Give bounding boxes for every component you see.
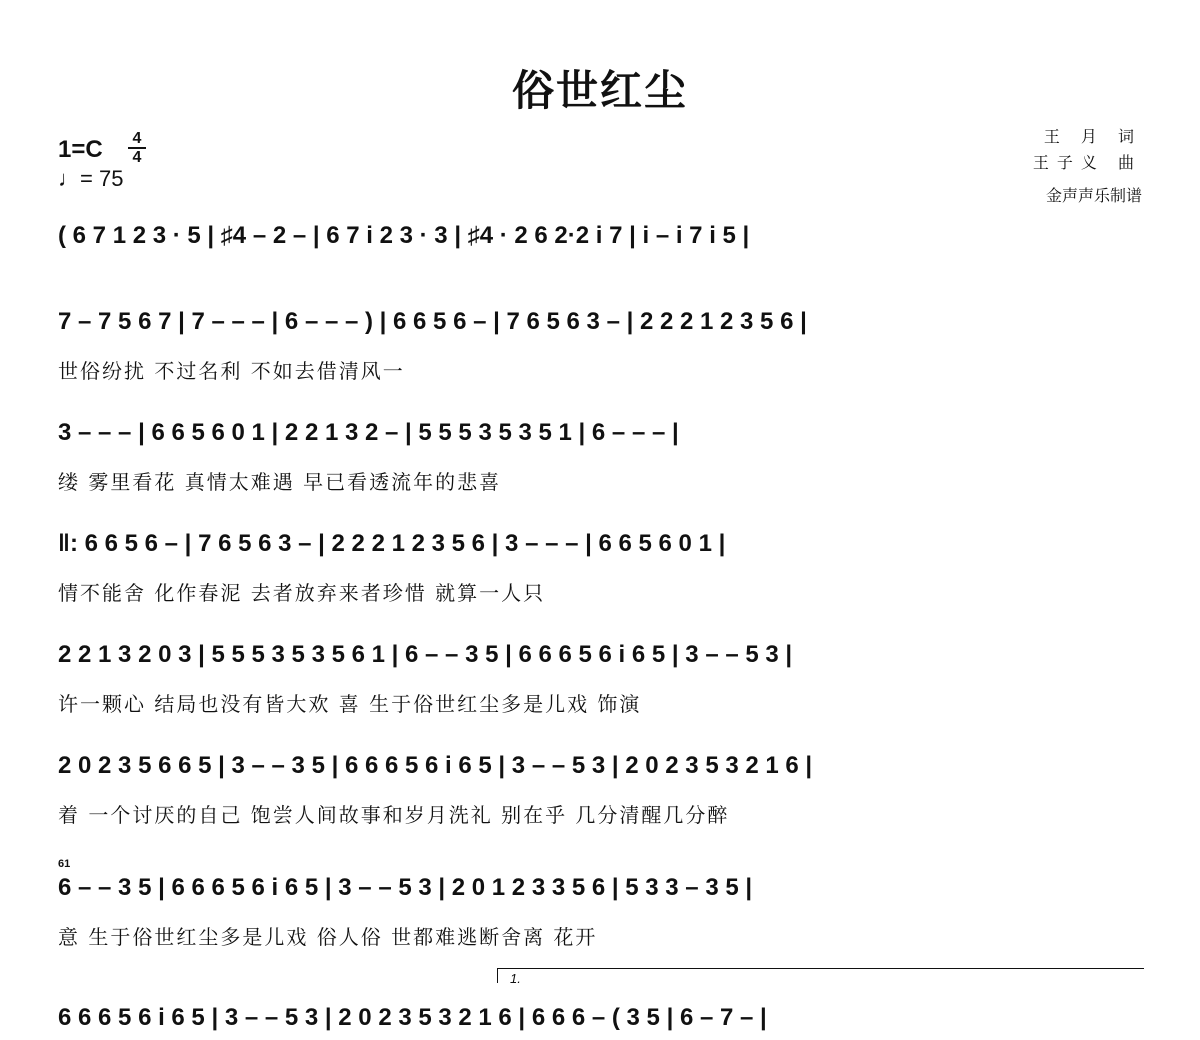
- lyrics-row: [58, 268, 1142, 298]
- notation-row: 2 2 1 3 2 0 3 | 5 5 5 3 5 3 5 6 1 | 6 – – 3 5 | 6 6 6 5 6 i 6 5 | 3 – – 5 3 |: [58, 641, 793, 668]
- notation-row: 7 – 7 5 6 7 | 7 – – – | 6 – – – ) | 6 6 5 6 – | 7 6 5 6 3 – | 2 2 2 1 2 3 5 6 |: [58, 308, 807, 335]
- time-signature-bottom: 4: [132, 149, 142, 166]
- notation-row: 2 0 2 3 5 6 6 5 | 3 – – 3 5 | 6 6 6 5 6 i 6 5 | 3 – – 5 3 | 2 0 2 3 5 3 2 1 6 |: [58, 752, 813, 779]
- lyrics-row: 许一颗心 结局也没有皆大欢 喜 生于俗世红尘多是儿戏 饰演: [58, 691, 642, 716]
- time-signature-top: 4: [132, 130, 142, 147]
- volta-bracket: [497, 968, 1144, 986]
- grace-note: 61: [58, 858, 71, 870]
- publisher-credit: 金声声乐制谱: [1045, 188, 1142, 205]
- volta-label: 1.: [510, 971, 521, 986]
- notation-row: 6 6 6 5 6 i 6 5 | 3 – – 5 3 | 2 0 2 3 5 3 2 1 6 | 6 6 6 – ( 3 5 | 6 – 7 – |: [58, 1004, 767, 1031]
- notation-row: 6 – – 3 5 | 6 6 6 5 6 i 6 5 | 3 – – 5 3 | 2 0 1 2 3 3 5 6 | 5 3 3 – 3 5 |: [58, 874, 753, 901]
- song-title: 俗世红尘: [511, 66, 688, 115]
- lyrics-row: 世俗纷扰 不过名利 不如去借清风一: [58, 358, 405, 383]
- time-signature: [127, 130, 147, 166]
- notation-row: 3 – – – | 6 6 5 6 0 1 | 2 2 1 3 2 – | 5 5 5 3 5 3 5 1 | 6 – – – |: [58, 419, 679, 446]
- tempo-marking: ♩= 75: [58, 166, 124, 191]
- notation-row: ( 6 7 1 2 3 · 5 | ♯4 – 2 – | 6 7 i 2 3 · 3 | ♯4 · 2 6 2·2 i 7 | i – i 7 i 5 |: [58, 222, 750, 249]
- lyricist-credit: 王 月 词: [1043, 127, 1142, 146]
- lyrics-row: 缕 雾里看花 真情太难遇 早已看透流年的悲喜: [58, 469, 502, 494]
- lyrics-row: 意 生于俗世红尘多是儿戏 俗人俗 世都难逃断舍离 花开: [58, 924, 598, 949]
- notation-row: ‖: 6 6 5 6 – | 7 6 5 6 3 – | 2 2 2 1 2 3 5 6 | 3 – – – | 6 6 5 6 0 1 |: [58, 530, 726, 557]
- composer-credit: 王子义 曲: [1032, 153, 1142, 172]
- key-signature: 1=C: [58, 136, 103, 163]
- lyrics-row: 情不能舍 化作春泥 去者放弃来者珍惜 就算一人只: [58, 580, 546, 605]
- lyrics-row: 着 一个讨厌的自己 饱尝人间故事和岁月洗礼 别在乎 几分清醒几分醉: [58, 802, 730, 827]
